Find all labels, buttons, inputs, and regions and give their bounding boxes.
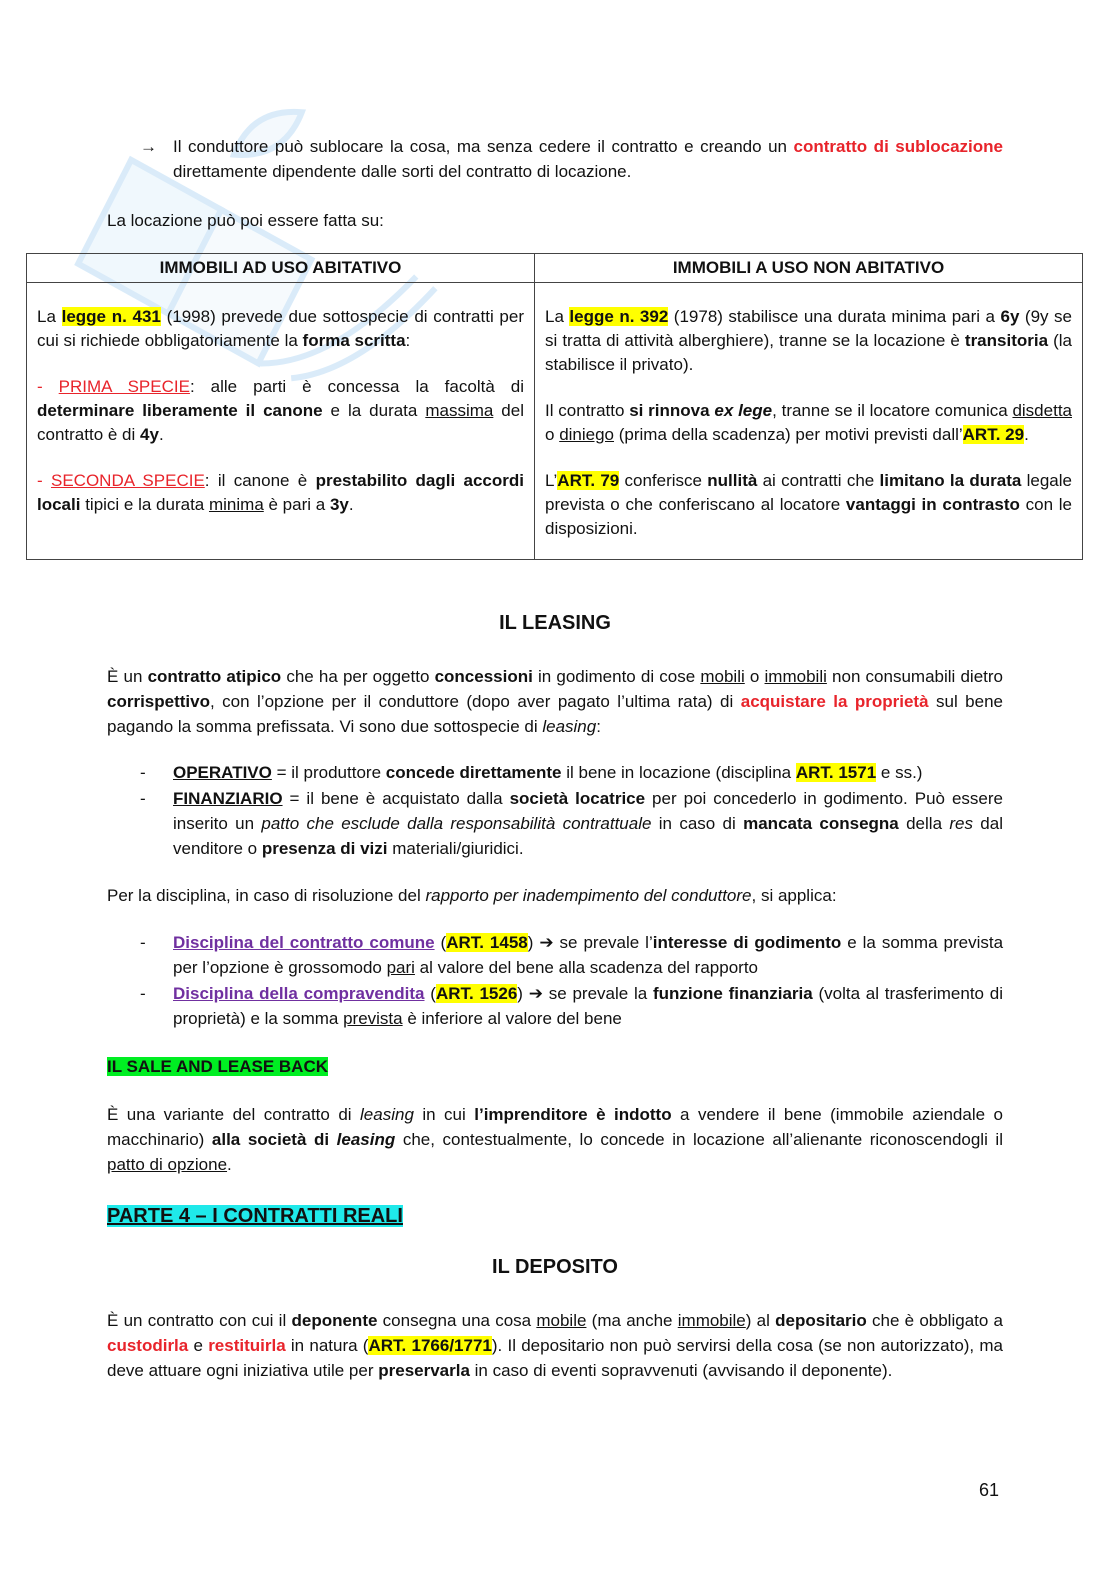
- link-contratto-comune[interactable]: Disciplina del contratto comune: [173, 933, 435, 952]
- page-number: 61: [979, 1480, 1000, 1500]
- list-dash: -: [140, 789, 146, 808]
- leasing-title: IL LEASING: [499, 612, 611, 634]
- deposito-paragraph: È un contratto con cui il deponente consegna una cosa mobile (ma anche immobile) al depositario che è obbligato a custodirla e restituirla in natura (ART. 1766/1771). Il depositario non può servirsi della cosa (se non autorizzato), ma deve attuare ogni iniziativa utile per preservarla in caso di eventi sopravvenuti (avvisando il deponente).: [107, 1311, 1004, 1380]
- left-p2: - PRIMA SPECIE: alle parti è concessa la facoltà di determinare liberamente il canone e la durata massima del contratto è di 4y.: [37, 377, 524, 444]
- arrow-bullet: →: [140, 137, 157, 156]
- intro-lead: La locazione può poi essere fatta su:: [107, 211, 384, 230]
- table-header-right: IMMOBILI A USO NON ABITATIVO: [535, 254, 1083, 283]
- intro-paragraph: Il conduttore può sublocare la cosa, ma senza cedere il contratto e creando un contratto di sublocazione direttamente dipendente dalle sorti del contratto di locazione.: [173, 137, 1003, 181]
- table-cell-right: [535, 283, 1083, 560]
- right-p1: La legge n. 392 (1978) stabilisce una durata minima pari a 6y (9y se si tratta di attività alberghiere), tranne se la locazione è transitoria (la stabilisce il privato).: [545, 307, 1072, 374]
- sale-paragraph: È una variante del contratto di leasing in cui l’imprenditore è indotto a vendere il bene (immobile aziendale o macchinario) alla società di leasing che, contestualmente, lo concede in locazione all’alienante riconoscendogli il patto di opzione.: [107, 1105, 1003, 1174]
- parte-title: PARTE 4 – I CONTRATTI REALI: [107, 1205, 403, 1227]
- list-item-operativo: OPERATIVO = il produttore concede direttamente il bene in locazione (disciplina ART. 1571 e ss.): [173, 763, 923, 782]
- list-dash: -: [140, 933, 146, 952]
- list-item-contratto-comune: Disciplina del contratto comune (ART. 1458) ➔ se prevale l’interesse di godimento e la somma prevista per l’opzione è grossomodo pari al valore del bene alla scadenza del rapporto: [173, 933, 1004, 977]
- deposito-title: IL DEPOSITO: [492, 1256, 618, 1278]
- sale-title: IL SALE AND LEASE BACK: [107, 1057, 329, 1076]
- left-p3: - SECONDA SPECIE: il canone è prestabilito dagli accordi locali tipici e la durata minima è pari a 3y.: [37, 471, 524, 514]
- left-p1: La legge n. 431 (1998) prevede due sottospecie di contratti per cui si richiede obbligatoriamente la forma scritta:: [37, 307, 524, 350]
- locazione-table: [26, 253, 1083, 560]
- leasing-paragraph: È un contratto atipico che ha per oggetto concessioni in godimento di cose mobili o immobili non consumabili dietro corrispettivo, con l’opzione per il conduttore (dopo aver pagato l’ultima rata) di acquistare la proprietà sul bene pagando la somma prefissata. Vi sono due sottospecie di leasing:: [107, 667, 1003, 736]
- list-dash: -: [140, 763, 146, 782]
- list-item-finanziario: FINANZIARIO = il bene è acquistato dalla società locatrice per poi concederlo in godimento. Può essere inserito un patto che esclude dalla responsabilità contrattuale in caso di mancata consegna della res dal venditore o presenza di vizi materiali/giuridici.: [173, 789, 1003, 858]
- list-dash: -: [140, 984, 146, 1003]
- table-header-left: IMMOBILI AD USO ABITATIVO: [27, 254, 535, 283]
- link-compravendita[interactable]: Disciplina della compravendita: [173, 984, 425, 1003]
- disciplina-paragraph: Per la disciplina, in caso di risoluzione del rapporto per inadempimento del conduttore, si applica:: [107, 886, 837, 905]
- arrow-icon: ➔: [528, 984, 543, 1003]
- arrow-icon: ➔: [539, 933, 554, 952]
- list-item-compravendita: Disciplina della compravendita (ART. 1526) ➔ se prevale la funzione finanziaria (volta al trasferimento di proprietà) e la somma prevista è inferiore al valore del bene: [173, 984, 1003, 1028]
- right-p2: Il contratto si rinnova ex lege, tranne se il locatore comunica disdetta o diniego (prima della scadenza) per motivi previsti dall’ART. 29.: [545, 401, 1072, 444]
- right-p3: L’ART. 79 conferisce nullità ai contratti che limitano la durata legale prevista o che conferiscano al locatore vantaggi in contrasto con le disposizioni.: [545, 471, 1072, 538]
- table-cell-left: [27, 283, 535, 560]
